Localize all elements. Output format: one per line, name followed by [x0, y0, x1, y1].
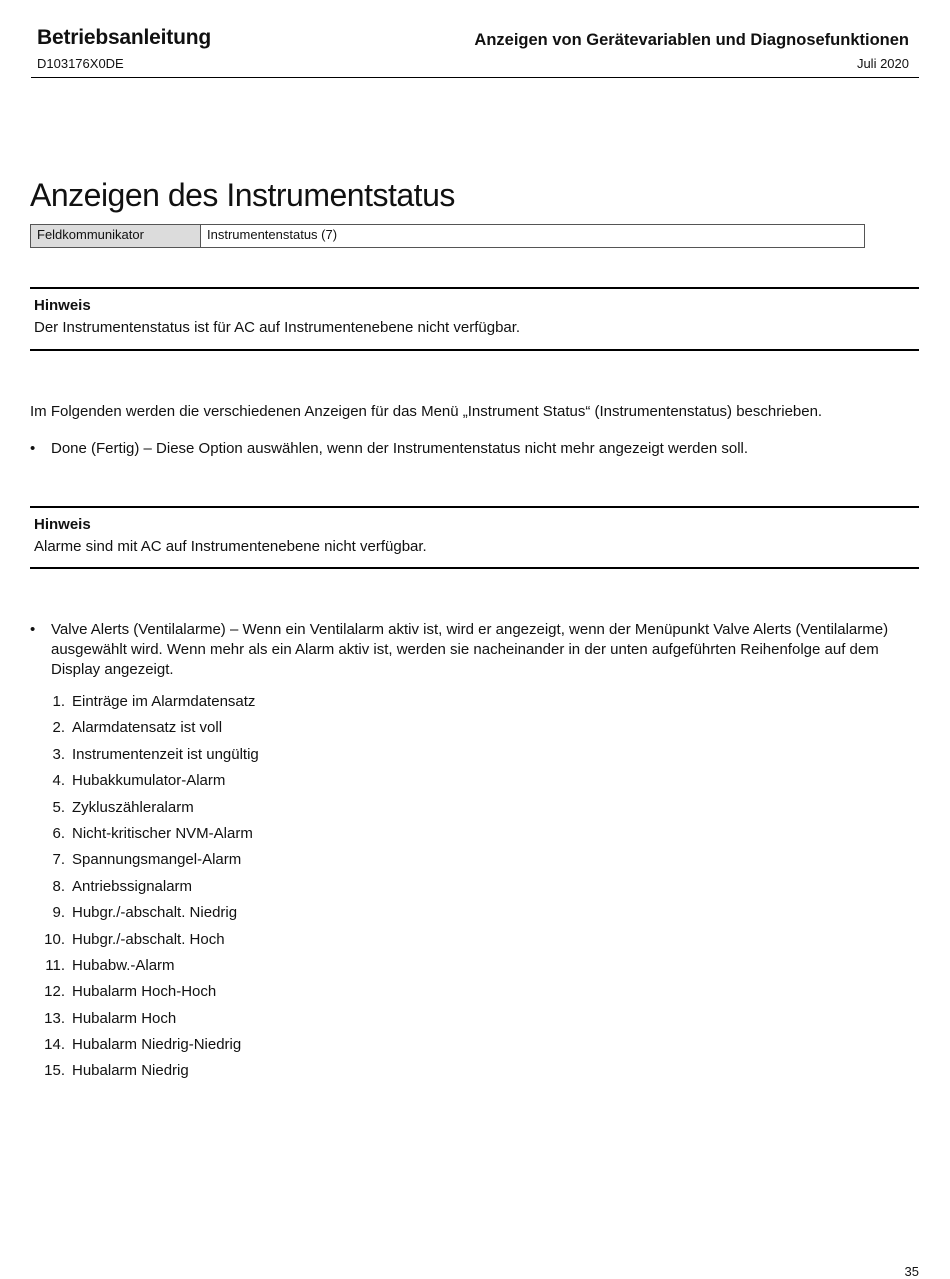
list-item-number: 2. [52, 719, 65, 737]
list-item [30, 956, 630, 982]
list-item [30, 745, 630, 771]
list-item-text: Hubalarm Hoch [72, 1009, 177, 1027]
list-item-number: 12. [44, 983, 65, 1001]
list-item-text: Einträge im Alarmdatensatz [72, 693, 256, 710]
list-item-number: 7. [52, 851, 65, 869]
list-item-text: Hubgr./-abschalt. Niedrig [72, 904, 238, 922]
list-item-text: Antriebssignalarm [72, 877, 193, 895]
list-item-text: Hubalarm Hoch-Hoch [72, 983, 217, 1001]
note-title: Hinweis [34, 516, 91, 533]
list-item [30, 692, 630, 718]
intro-paragraph: Im Folgenden werden die verschiedenen Anzeigen für das Menü „Instrument Status“ (Instrumentenstatus) beschrieben. [30, 403, 823, 420]
list-item-number: 13. [44, 1009, 65, 1027]
document-type: Betriebsanleitung [37, 26, 211, 49]
bullet-item-valve-alerts [30, 620, 920, 680]
menu-path-table [30, 224, 865, 248]
section-title: Anzeigen des Instrumentstatus [30, 177, 455, 213]
list-item-number: 5. [52, 798, 65, 816]
list-item-number: 1. [52, 693, 65, 710]
list-item-number: 8. [52, 877, 65, 895]
bullet-description: Diese Option auswählen, wenn der Instrumentenstatus nicht mehr angezeigt werden soll. [151, 440, 749, 457]
bullet-description: Wenn ein Ventilalarm aktiv ist, wird er angezeigt, wenn der Menüpunkt Valve Alerts (Ventilalarme) ausgewählt wird. Wenn mehr als ein Alarm aktiv ist, werden sie nacheinander in der unten aufgeführten Reihenfolge auf dem Display angezeigt. [51, 621, 889, 678]
header-divider [31, 77, 919, 78]
menu-path-key: Feldkommunikator [31, 225, 201, 247]
bullet-text [51, 620, 920, 680]
list-item-number: 4. [52, 772, 65, 790]
list-item-text: Nicht-kritischer NVM-Alarm [72, 824, 253, 842]
note-title: Hinweis [34, 297, 91, 314]
list-item-text: Hubgr./-abschalt. Hoch [72, 930, 225, 948]
bullet-lead: Valve Alerts (Ventilalarme) – [51, 621, 239, 638]
list-item [30, 771, 630, 797]
note-text: Der Instrumentenstatus ist für AC auf Instrumentenebene nicht verfügbar. [34, 319, 521, 336]
list-item [30, 1009, 630, 1035]
list-item-text: Spannungsmangel-Alarm [72, 851, 242, 869]
list-item-number: 11. [45, 956, 65, 974]
note-box [30, 506, 919, 569]
bullet-lead: Done (Fertig) – [51, 440, 152, 457]
list-item-number: 15. [44, 1062, 65, 1080]
list-item-text: Hubalarm Niedrig [72, 1062, 189, 1080]
list-item [30, 930, 630, 956]
running-section-title: Anzeigen von Gerätevariablen und Diagnosefunktionen [474, 31, 909, 49]
bullet-text [51, 439, 920, 459]
list-item [30, 877, 630, 903]
document-date: Juli 2020 [856, 56, 909, 71]
bullet-dot: • [30, 440, 36, 457]
list-item-text: Hubalarm Niedrig-Niedrig [72, 1036, 242, 1054]
list-item [30, 1035, 630, 1061]
list-item [30, 903, 630, 929]
list-item-text: Instrumentenzeit ist ungültig [72, 745, 259, 763]
list-item [30, 1061, 630, 1087]
list-item [30, 982, 630, 1008]
list-item-text: Alarmdatensatz ist voll [72, 719, 223, 737]
list-item-text: Hubakkumulator-Alarm [72, 772, 226, 790]
menu-path-value: Instrumentenstatus (7) [207, 227, 338, 242]
note-text: Alarme sind mit AC auf Instrumentenebene nicht verfügbar. [34, 538, 427, 555]
list-item-text: Zykluszähleralarm [72, 798, 194, 816]
list-item-number: 3. [52, 745, 65, 763]
list-item-number: 6. [52, 824, 65, 842]
bullet-item-done [30, 439, 920, 459]
list-item [30, 824, 630, 850]
note-box [30, 287, 919, 351]
document-code: D103176X0DE [37, 56, 124, 71]
list-item-number: 9. [52, 904, 65, 922]
list-item-number: 14. [44, 1036, 65, 1054]
list-item [30, 850, 630, 876]
page-number: 35 [904, 1264, 919, 1279]
list-item [30, 798, 630, 824]
bullet-dot: • [30, 621, 36, 638]
list-item-text: Hubabw.-Alarm [72, 956, 175, 974]
list-item-number: 10. [44, 930, 65, 948]
list-item [30, 718, 630, 744]
alarm-list [30, 692, 630, 1088]
